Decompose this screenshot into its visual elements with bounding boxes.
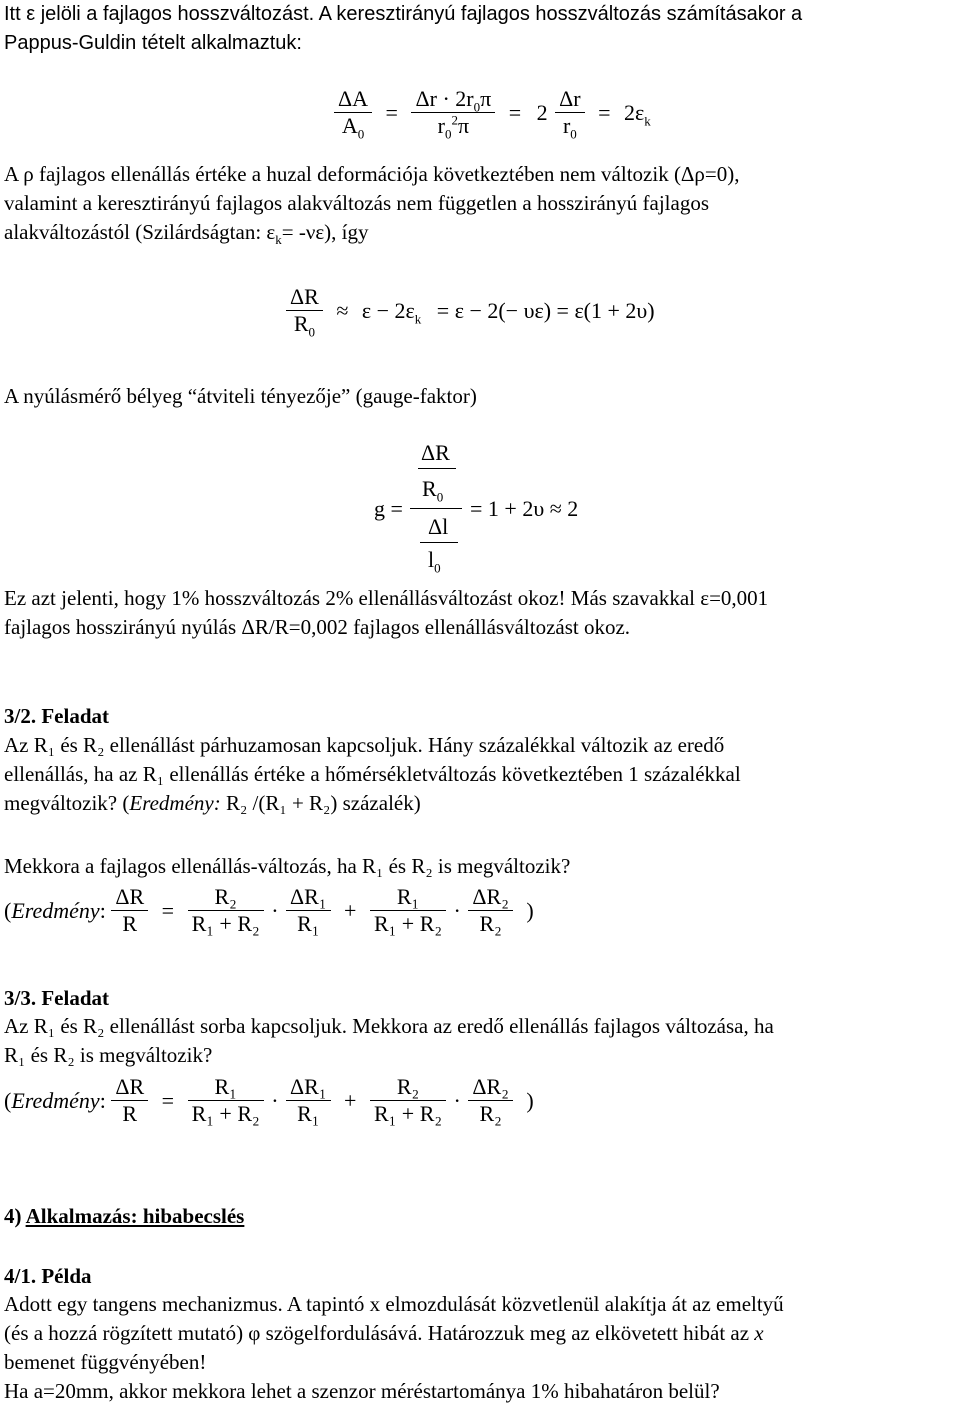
task-3-2-title: 3/2. Feladat <box>4 704 109 728</box>
eq1-num2: Δr · 2r <box>415 86 474 111</box>
eq3-l0: l <box>428 547 435 572</box>
t32-t1-den: R₁ + R₂ <box>191 911 260 936</box>
ex41-line-1: Adott egy tangens mechanizmus. A tapintó x elmozdulását közvetlenül alakítja át az emeltyű <box>4 1292 784 1316</box>
ex41-line-3: bemenet függvényében! <box>4 1350 207 1374</box>
eq1-rhs: 2ε <box>624 99 645 125</box>
t33-t1-den: R₁ + R₂ <box>191 1101 260 1126</box>
t33-t4-num: ΔR₂ <box>468 1074 513 1101</box>
eq3-R0: R <box>422 476 437 501</box>
task-3-3-text <box>4 1012 956 1070</box>
t33-lhs-den: R <box>122 1101 138 1126</box>
equation-series-result: (Eredmény: $\frac{\Delta R}{R}$ = $\frac{\text{R₁}}{\text{R₁ + R₂}}$ · $\frac{\text{ΔR₁}}{\text{R₁}}$ + $\frac{\text{R₂}}{\text{R₁ + R₂}}$ · $\frac{\text{ΔR₂}}{\text{R₂}}$ ) <box>4 1074 534 1126</box>
p2-line-1: A ρ fajlagos ellenállás értéke a huzal deformációja következtében nem változik (Δρ=0), <box>4 162 740 186</box>
eq1-two: 2 <box>536 99 548 125</box>
equation-pappus-guldin: $\frac{\Delta A}{A_0}$ = $\frac{\Delta r \cdot 2r_0\pi}{r_0^2\pi}$ = 2 $\frac{\Delta r}{r_0}$ = $2\varepsilon_k$ <box>334 86 651 139</box>
t33-res-label: Eredmény <box>11 1087 100 1113</box>
eq2-den: R <box>293 311 309 336</box>
eq1-den2b: π <box>457 113 470 138</box>
example-4-1-text <box>4 1290 956 1406</box>
p4-line-1: Ez azt jelenti, hogy 1% hosszváltozás 2% ellenállásváltozást okoz! Más szavakkal ε=0,001 <box>4 586 769 610</box>
eq1-num1: ΔA <box>338 86 369 111</box>
p2-line-3: alakváltozástól (Szilárdságtan: ε <box>4 220 276 244</box>
t32-line-3c: R₂ /(R₁ + R₂) százalék) <box>220 791 421 815</box>
eq3-dl: Δl <box>428 514 449 539</box>
p3-text: A nyúlásmérő bélyeg “átviteli tényezője” (gauge-faktor) <box>4 384 477 408</box>
t33-line-2: R₁ és R₂ is megváltozik? <box>4 1043 213 1067</box>
t32-lhs-den: R <box>122 911 138 936</box>
t32-t4-den: R₂ <box>479 911 502 936</box>
p2-line-3b: = -νε), így <box>281 220 369 244</box>
fraction-dr-r0: $\frac{\Delta r}{r_0}$ <box>555 86 584 139</box>
t33-t4-den: R₂ <box>479 1101 502 1126</box>
intro-line-1: Itt ε jelöli a fajlagos hosszváltozást. A keresztirányú fajlagos hosszváltozás számításakor a <box>4 3 803 25</box>
paragraph-gauge-factor <box>4 382 956 411</box>
t33-lhs-num: ΔR <box>111 1074 148 1101</box>
t33-t2-num: ΔR₁ <box>286 1074 331 1101</box>
t32-res-label: Eredmény <box>11 897 100 923</box>
t32-t2-num: ΔR₁ <box>286 884 331 911</box>
eq1-num3: Δr <box>559 86 581 111</box>
t33-line-1: Az R₁ és R₂ ellenállást sorba kapcsoljuk. Mekkora az eredő ellenállás fajlagos változása, ha <box>4 1014 774 1038</box>
eq3-rule-lower <box>420 542 458 543</box>
ex41-line-2: (és a hozzá rögzített mutató) φ szögelfordulásává. Határozzuk meg az elkövetett hibát az <box>4 1321 750 1345</box>
eq3-rhs: = 1 + 2υ ≈ 2 <box>470 496 579 521</box>
eq3-rule-main <box>410 508 462 509</box>
eq1-den2: r <box>437 113 445 138</box>
equation-parallel-result: (Eredmény: $\frac{\Delta R}{R}$ = $\frac{\text{R₂}}{\text{R₁ + R₂}}$ · $\frac{\text{ΔR₁}}{\text{R₁}}$ + $\frac{\text{R₁}}{\text{R₁ + R₂}}$ · $\frac{\text{ΔR₂}}{\text{R₂}}$ ) <box>4 884 534 936</box>
eq1-den3: r <box>562 113 571 138</box>
equation-dR-R0: $\frac{\Delta R}{R_0}$ ≈ $\varepsilon - 2\varepsilon_k = \varepsilon - 2(- \upsilon\varepsilon) = \varepsilon(1 + 2\upsilon)$ <box>286 284 655 337</box>
eq1-num2b: π <box>480 86 492 111</box>
example-4-1-title: 4/1. Példa <box>4 1264 92 1288</box>
task-3-2-text <box>4 731 956 818</box>
t33-t1-num: R₁ <box>188 1074 264 1101</box>
eq2-rhs1: ε − 2ε <box>361 297 415 323</box>
fraction-dR-R0: $\frac{\Delta R}{R_0}$ <box>286 284 323 337</box>
ex41-line-2x: x <box>754 1321 764 1345</box>
p2-line-2: valamint a keresztirányú fajlagos alakváltozás nem független a hosszirányú fajlagos <box>4 191 709 215</box>
t32-line-3a: megváltozik? ( <box>4 791 130 815</box>
t32-line-2: ellenállás, ha az R₁ ellenállás értéke a hőmérsékletváltozás következtében 1 százalékkal <box>4 762 741 786</box>
t33-t3-den: R₁ + R₂ <box>373 1101 443 1126</box>
section-4-heading <box>4 1202 956 1231</box>
ex41-line-4: Ha a=20mm, akkor mekkora lehet a szenzor méréstartománya 1% hibahatáron belül? <box>4 1379 720 1403</box>
eq3-g: g = <box>374 496 403 521</box>
t33-t3-num: R₂ <box>370 1074 446 1101</box>
eq3-rule-upper <box>418 468 456 469</box>
task-3-2-question <box>4 852 956 881</box>
task-3-3-title: 3/3. Feladat <box>4 986 109 1010</box>
t32-line-4: Mekkora a fajlagos ellenállás-változás, ha R₁ és R₂ is megváltozik? <box>4 854 571 878</box>
section-4-title: Alkalmazás: hibabecslés <box>25 1204 245 1228</box>
p4-line-2: fajlagos hosszirányú nyúlás ΔR/R=0,002 fajlagos ellenállásváltozást okoz. <box>4 615 631 639</box>
t32-t4-num: ΔR₂ <box>468 884 513 911</box>
eq2-num: ΔR <box>290 284 319 309</box>
paragraph-meaning <box>4 584 956 642</box>
eq3-dR: ΔR <box>421 440 450 465</box>
t32-line-1: Az R₁ és R₂ ellenállást párhuzamosan kapcsoljuk. Hány százalékkal változik az eredő <box>4 733 725 757</box>
intro-line-2: Pappus-Guldin tételt alkalmaztuk: <box>4 32 302 54</box>
t33-t2-den: R₁ <box>297 1101 320 1126</box>
eq2-rhs2: = ε − 2(− υε) = ε(1 + 2υ) <box>436 297 655 323</box>
t32-t2-den: R₁ <box>297 911 320 936</box>
t32-t3-den: R₁ + R₂ <box>373 911 443 936</box>
t32-t1-num: R₂ <box>188 884 264 911</box>
t32-line-3b: Eredmény: <box>129 791 221 815</box>
fraction-dA-A: $\frac{\Delta A}{A_0}$ <box>334 86 372 139</box>
t32-t3-num: R₁ <box>370 884 446 911</box>
t32-lhs-num: ΔR <box>111 884 148 911</box>
fraction-dr2r0pi: $\frac{\Delta r \cdot 2r_0\pi}{r_0^2\pi}$ <box>411 86 495 139</box>
eq1-den1: A <box>341 113 358 138</box>
paragraph-resistivity: A ρ fajlagos ellenállás értéke a huzal deformációja következtében nem változik (Δρ=0), valamint a keresztirányú fajlagos alakváltozás nem független a hosszirányú fajlagos alakváltozástól (Szilárdságtan: $\varepsilon_k= -\nu\varepsilon$), így <box>4 162 740 248</box>
section-4-number: 4) <box>4 1204 22 1228</box>
paragraph-intro <box>4 0 956 58</box>
